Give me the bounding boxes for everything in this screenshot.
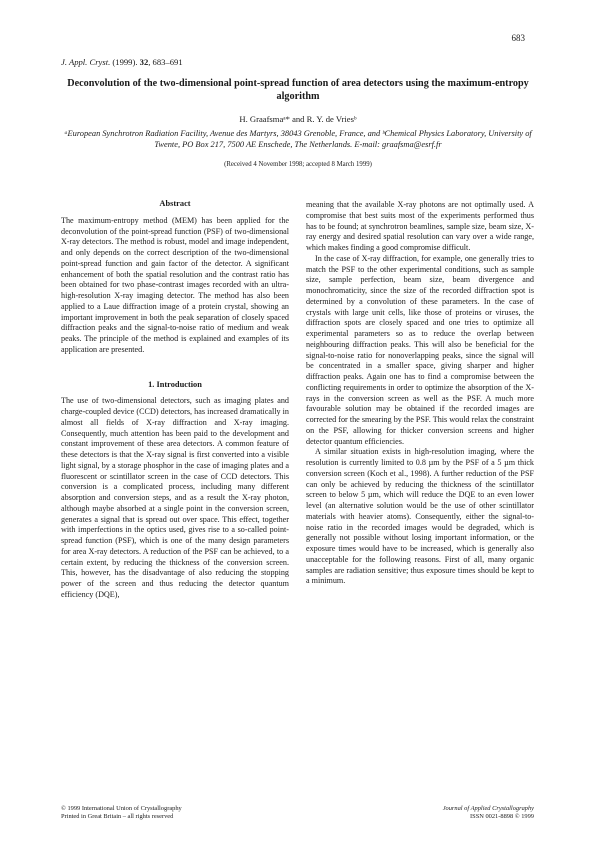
paper-title: Deconvolution of the two-dimensional point-spread function of area detectors using the maximum-entropy algorithm — [67, 78, 529, 102]
received-dates: (Received 4 November 1998; accepted 8 March 1999) — [224, 161, 372, 168]
page-number: 683 — [511, 33, 525, 43]
footer-copyright — [61, 805, 182, 821]
citation-year: (1999). — [112, 57, 138, 67]
printed-line: Printed in Great Britain – all rights reserved — [61, 813, 174, 820]
body-paragraph: A similar situation exists in high-resolution imaging, where the resolution is currently limited to 0.8 µm by the PSF of a 5 µm thick conversion screen (Koch et al., 1998). A further reduction of the PSF can only be achieved by reducing the thickness of the scintillator screen to below 5 µm, which will reduce the DQE to an even lower level (an alternative solution would be the use of other scintillator materials with heavier atoms). Consequently, either the signal-to-noise ratio in the recorded images would be degraded, which is generally not possible without losing important information, or the exposure times would have to be increased, which is generally also unacceptable for the following reasons. First of all, many organic samples are radiation sensitive; thus exposure times should be kept to a minimum. — [306, 447, 534, 586]
citation-pages: , 683–691 — [148, 57, 183, 67]
affiliations: ᵃEuropean Synchrotron Radiation Facility, Avenue des Martyrs, 38043 Grenoble, France, and ᵇChemical Physics Laboratory, University of Twente, PO Box 217, 7500 AE Enschede, The Netherlands. E-mail: graafsma@esrf.fr — [64, 129, 532, 149]
introduction-heading: 1. Introduction — [148, 379, 202, 389]
journal-abbrev: J. Appl. Cryst. — [61, 57, 111, 67]
journal-citation — [61, 57, 183, 67]
introduction-text: The use of two-dimensional detectors, such as imaging plates and charge-coupled device (CCD) detectors, has increased dramatically in almost all fields of X-ray diffraction and X-ray imaging. Consequently, much attention has been paid to the development and constant improvement of these area detectors. A common feature of these detectors is that the X-ray signal is first converted into a visible light signal, by a storage phosphor in the case of imaging plates and a fluorescent or scintillator screen in the case of CCD detectors. This conversion is a complicated process, including many different absorption and conversion steps, and as a result the X-ray photon, although maybe absorbed at a single point in the conversion screen, generates a signal that is spread out over space. This effect, together with imperfections in the optics used, gives rise to a so-called point-spread function (PSF), which is one of the many design parameters for area X-ray detectors. A reduction of the PSF can be achieved, to a certain extent, by reducing the thickness of the conversion screen. This, however, has the disadvantage of also reducing the stopping power of the screen and thus reducing the detector quantum efficiency (DQE), — [61, 396, 289, 599]
copyright-line: © 1999 International Union of Crystallography — [61, 805, 182, 812]
author-list: H. Graafsmaᵃ* and R. Y. de Vriesᵇ — [239, 114, 357, 124]
footer-journal — [350, 805, 534, 821]
body-paragraph: meaning that the available X-ray photons are not optimally used. A compromise that best suits most of the experiments performed thus has to be found; at synchrotron beamlines, sample size, beam size, X-ray energy and desired spatial resolution can vary over a wide range, which makes finding a good compromise difficult. — [306, 200, 534, 252]
footer-journal-name: Journal of Applied Crystallography — [442, 805, 534, 812]
right-column — [306, 200, 534, 587]
left-column — [61, 199, 289, 601]
citation-volume: 32 — [139, 57, 149, 67]
abstract-text: The maximum-entropy method (MEM) has been applied for the deconvolution of the point-spread function (PSF) of two-dimensional X-ray detectors. The method is robust, model and image independent, and only depends on the correct description of the two-dimensional point-spread function and gain factor of the detector. A significant enhancement of both the spatial resolution and the contrast ratio has been obtained for two phase-contrast images recorded with an ultra-high-resolution X-ray imaging detector. The method has also been applied to a Laue diffraction image of a protein crystal, showing an important improvement in both the peak separation of closely spaced diffraction peaks and the signal-to-noise ratio of medium and weak peaks. The principle of the method is explained and examples of its application are presented. — [61, 215, 289, 354]
body-paragraph: In the case of X-ray diffraction, for example, one generally tries to match the PSF to the other experimental conditions, such as sample size, sample perfection, beam size, beam divergence and monochromaticity, since the size of the recorded diffraction spot is determined by a convolution of these parameters. In the case of crystals with large unit cells, like those of proteins or viruses, the diffraction spots are closely spaced and one tries to optimize all experimental parameters so as to reduce the overlap between neighbouring diffraction peaks. This will also be beneficial for the signal-to-noise ratio for nonoverlapping peaks, since the signal will be concentrated in a smaller space, giving sharper and higher diffraction peaks. Again one has to find a compromise between the conflicting requirements in order to optimize the absorption of the X-rays in the conversion screen as well as the PSF. A much more favourable solution may be obtained if the recorded images are corrected for the smearing by the PSF. This would relax the constraint on the PSF, allowing for thicker conversion screens and higher detector quantum efficiencies. — [306, 253, 534, 446]
footer-issn: ISSN 0021-8898 © 1999 — [470, 813, 534, 820]
abstract-heading: Abstract — [159, 199, 191, 208]
